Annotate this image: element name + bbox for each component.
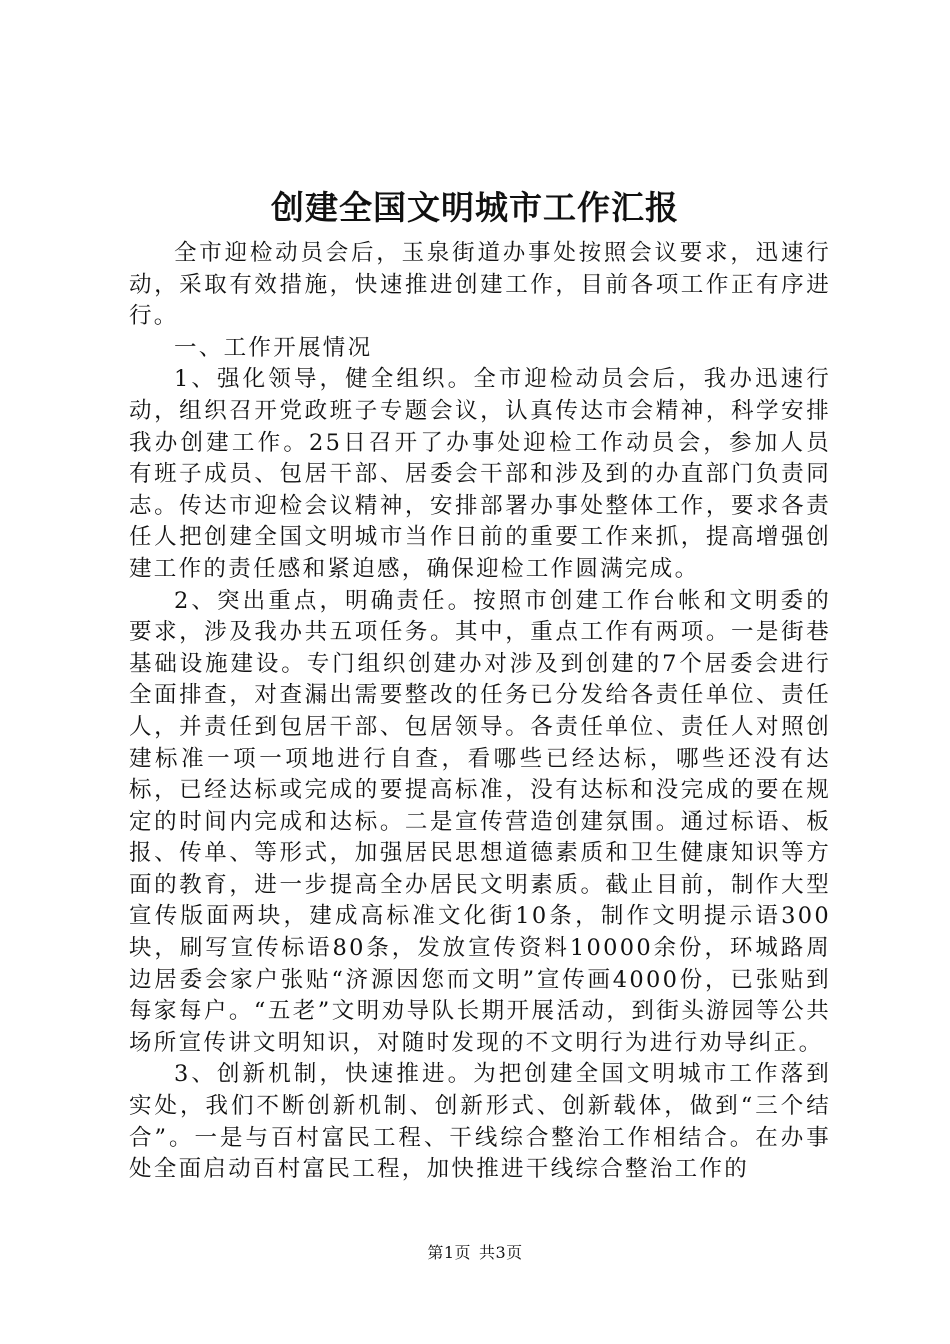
document-title: 创建全国文明城市工作汇报 [271,188,679,227]
page-number: 第1页 [427,1243,471,1262]
paragraph-item-2: 2、突出重点，明确责任。按照市创建工作台帐和文明委的要求，涉及我办共五项任务。其中，重点工作有两项。一是街巷基础设施建设。专门组织创建办对涉及到创建的7个居委会进行全面排查，对查漏出需要整改的任务已分发给各责任单位、责任人，并责任到包居干部、包居领导。各责任单位、责任人对照创建标准一项一项地进行自查，看哪些已经达标，哪些还没有达标，已经达标或完成的要提高标准，没有达标和没完成的要在规定的时间内完成和达标。二是宣传营造创建氛围。通过标语、板报、传单、等形式，加强居民思想道德素质和卫生健康知识等方面的教育，进一步提高全办居民文明素质。截止目前，制作大型宣传版面两块，建成高标准文化街10条，制作文明提示语300块，刷写宣传标语80条，发放宣传资料10000余份，环城路周边居委会家户张贴“济源因您而文明”宣传画4000份，已张贴到每家每户。“五老”文明劝导队长期开展活动，到街头游园等公共场所宣传讲文明知识，对随时发现的不文明行为进行劝导纠正。 [129,587,831,1056]
paragraph-intro: 全市迎检动员会后，玉泉街道办事处按照会议要求，迅速行动，采取有效措施，快速推进创建工作，目前各项工作正有序进行。 [129,240,831,330]
paragraph-item-1: 1、强化领导，健全组织。全市迎检动员会后，我办迅速行动，组织召开党政班子专题会议，认真传达市会精神，科学安排我办创建工作。25日召开了办事处迎检工作动员会，参加人员有班子成员、包居干部、居委会干部和涉及到的办直部门负责同志。传达市迎检会议精神，安排部署办事处整体工作，要求各责任人把创建全国文明城市当作日前的重要工作来抓，提高增强创建工作的责任感和紧迫感，确保迎检工作圆满完成。 [129,366,831,582]
paragraph-item-3: 3、创新机制，快速推进。为把创建全国文明城市工作落到实处，我们不断创新机制、创新形式、创新载体，做到“三个结合”。一是与百村富民工程、干线综合整治工作相结合。在办事处全面启动百村富民工程，加快推进干线综合整治工作的 [129,1061,831,1183]
page-total: 共3页 [479,1243,523,1262]
page-footer [0,1242,950,1264]
section-heading: 一、工作开展情况 [174,334,373,361]
document-body [129,238,831,1186]
